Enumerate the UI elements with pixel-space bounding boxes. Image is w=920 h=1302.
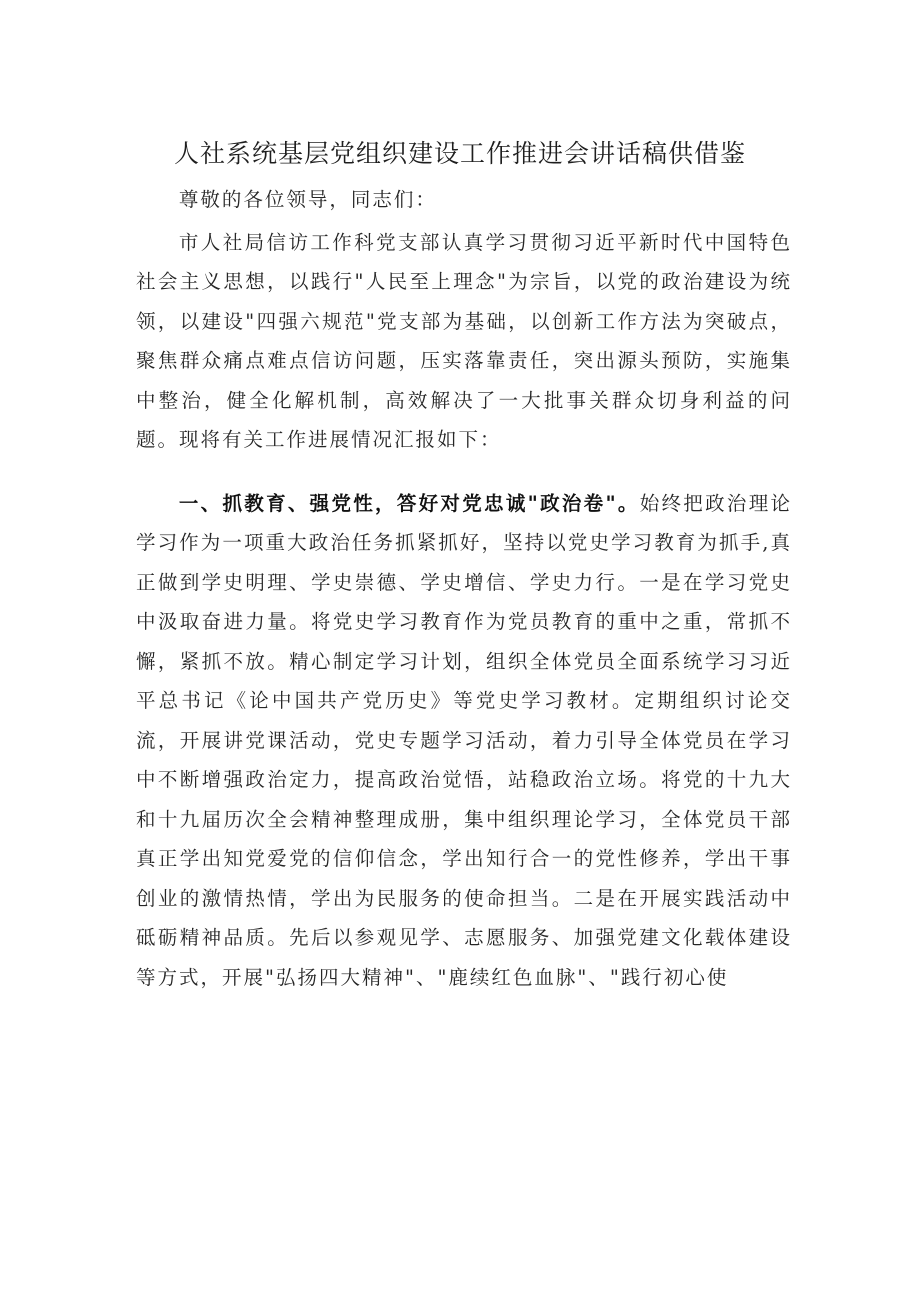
intro-paragraph: 市人社局信访工作科党支部认真学习贯彻习近平新时代中国特色社会主义思想，以践行"人民至上理念"为宗旨，以党的政治建设为统领，以建设"四强六规范"党支部为基础，以创新工作方法为突破点，聚焦群众痛点难点信访问题，压实落靠责任，突出源头预防，实施集中整治，健全化解机制，高效解决了一大批事关群众切身利益的问题。现将有关工作进展情况汇报如下： [136,230,792,451]
section-1-heading: 一、抓教育、强党性，答好对党忠诚"政治卷"。 [178,491,640,515]
document-body [136,180,792,997]
section-1-paragraph [136,484,792,998]
greeting-line: 尊敬的各位领导，同志们： [178,188,437,211]
section-1-body: 始终把政治理论学习作为一项重大政治任务抓紧抓好，坚持以党史学习教育为抓手,真正做到学史明理、学史崇德、学史增信、学史力行。一是在学习党史中汲取奋进力量。将党史学习教育作为党员教育的重中之重，常抓不懈，紧抓不放。精心制定学习计划，组织全体党员全面系统学习习近平总书记《论中国共产党历史》等党史学习教材。定期组织讨论交流，开展讲党课活动，党史专题学习活动，着力引导全体党员在学习中不断增强政治定力，提高政治觉悟，站稳政治立场。将党的十九大和十九届历次全会精神整理成册，集中组织理论学习，全体党员干部真正学出知党爱党的信仰信念，学出知行合一的党性修养，学出干事创业的激情热情，学出为民服务的使命担当。二是在开展实践活动中砥砺精神品质。先后以参观见学、志愿服务、加强党建文化载体建设等方式，开展"弘扬四大精神"、"鹿续红色血脉"、"践行初心使 [136,491,792,989]
document-title: 人社系统基层党组织建设工作推进会讲话稿供借鉴 [173,139,746,168]
